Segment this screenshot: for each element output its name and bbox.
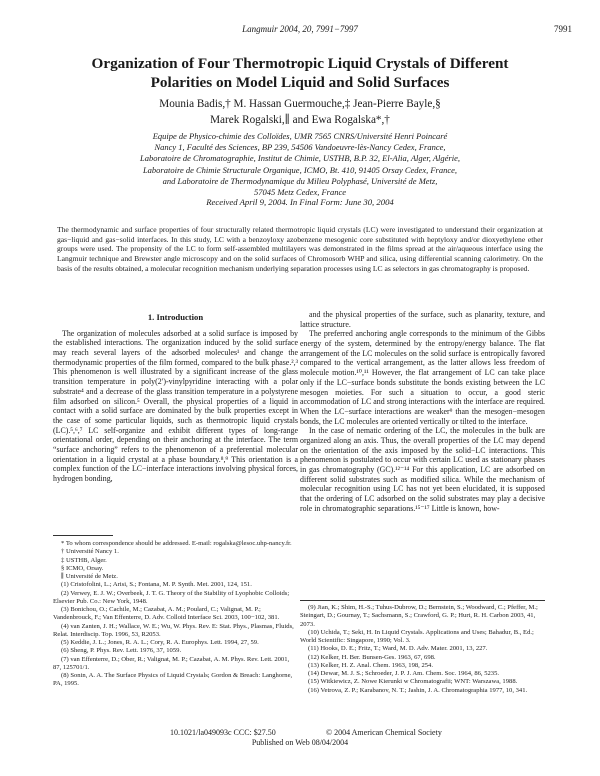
page-number: 7991 xyxy=(554,24,572,34)
author-line: Marek Rogalski,∥ and Ewa Rogalska*,† xyxy=(210,114,390,126)
reference: (10) Uchida, T.; Seki, H. In Liquid Crystals. Applications and Uses; Bahadur, B., Ed.; World Scientific: Singapore, 1990; Vol. 3. xyxy=(300,628,534,644)
body-paragraph: and the physical properties of the surface, such as planarity, texture, and lattice structure. xyxy=(300,310,545,329)
affiliation-line: Laboratoire de Chromatographie, Institut de Chimie, USTHB, B.P. 32, El-Alia, Alger, Algérie, xyxy=(140,153,460,164)
reference: (14) Dewar, M. J. S.; Schroeder, J. P. J. Am. Chem. Soc. 1964, 86, 5235. xyxy=(308,670,500,677)
affiliation-line: Laboratoire de Chimie Structurale Organique, ICMO, Bt. 410, 91405 Orsay Cedex, France, xyxy=(142,164,458,175)
body-paragraph: The preferred anchoring angle corresponds to the minimum of the Gibbs energy of the system, determined by the entropy/energy balance. The flat arrangement of the LC molecules on the solid surface is entropically favored compared to the vertical arrangement, as the latter allows less freedom of molecule motion.¹⁰,¹¹ However, the flat arrangement of LC can take place only if the LC−surface bonds substitute the bonds existing between the LC mesogen moieties. For such a situation to occur, a good steric accommodation of LC and strong interactions with the interface are required. When the LC−surface interactions are weaker⁹ than the mesogen−mesogen bonds, the LC molecules are oriented vertically or tilted to the interface. xyxy=(300,329,545,426)
reference: (16) Vetrova, Z. P.; Karabanov, N. T.; Jashin, J. A. Chromatographia 1977, 10, 341. xyxy=(308,686,528,694)
author-list xyxy=(40,96,560,128)
footnote-divider xyxy=(53,535,113,536)
author-line: Mounia Badis,† M. Hassan Guermouche,‡ Jean-Pierre Bayle,§ xyxy=(159,98,441,110)
body-paragraph: In the case of nematic ordering of the LC, the molecules in the bulk are organized along an axis. Thus, the overall properties of the LC may depend on the orientation of the axis imposed by the solid−LC interactions. This phenomenon is postulated to occur with certain LC used as stationary phases in gas chromatography (GC).¹²⁻¹⁴ For this application, LC are adsorbed on different solid substrates such as modified silica. While the mechanism of molecular recognition using LC has not yet been elucidated, it is supposed that the ordering of LC adsorbed on the solid substrates may play a decisive role in chromatographic separations.¹⁵⁻¹⁷ Little is known, how- xyxy=(300,426,545,513)
doi-line: 10.1021/la049093c CCC: $27.50 xyxy=(170,728,276,737)
reference: (5) Keddie, J. L.; Jones, R. A. L.; Cory, R. A. Europhys. Lett. 1994, 27, 59. xyxy=(61,639,259,646)
footnote: † Université Nancy 1. xyxy=(61,548,119,556)
affiliation-line: Equipe de Physico-chimie des Colloïdes, UMR 7565 CNRS/Université Henri Poincaré xyxy=(152,131,448,141)
body-paragraph: The organization of molecules adsorbed at a solid surface is imposed by the established interactions. The organization induced by the solid surface may reach several layers of the adsorbed molecules¹ and change the thermodynamic properties of the film formed, compared to the bulk phase.²,³ This phenomenon is well illustrated by a significant increase of the glass transition temperature in poly(2′)-vinylpyridine interacting with a polar substrate⁴ and a decrease of the glass transition temperature in a polystyrene film adsorbed on silicon.⁵ Overall, the physical properties of a liquid in contact with a solid surface are dominated by the bulk properties except in the case of some particular liquids, such as thermotropic liquid crystals (LC).⁵,⁶,⁷ LC self-organize and exhibit different types of long-range orientational order, depending on their anchoring at the interface. The term “surface anchoring” refers to the phenomenon of a preferential molecular orientation in a liquid crystal at a phase boundary.⁸,⁹ This orientation is a complex function of the LC−interface interactions involving physical forces, hydrogen bonding, xyxy=(53,328,298,483)
reference: (1) Cristofolini, L.; Arisi, S.; Fontana, M. P. Synth. Met. 2001, 124, 151. xyxy=(61,581,252,589)
reference: (7) van Effenterre, D.; Ober, R.; Valignat, M. P.; Cazabat, A. M. Phys. Rev. Lett. 2001, 87, 125701/1. xyxy=(53,655,290,671)
reference: (2) Verwey, E. J. W.; Overbeek, J. T. G. Theory of the Stability of Lyophobic Colloids; Elsevier Pub. Co.: New York, 1948. xyxy=(53,589,290,605)
running-header xyxy=(0,24,600,38)
footnotes-left xyxy=(53,540,298,689)
reference: (11) Hooks, D. E.; Fritz, T.; Ward, M. D. Adv. Mater. 2001, 13, 227. xyxy=(308,645,488,653)
section-heading: 1. Introduction xyxy=(147,312,204,322)
right-column xyxy=(300,310,545,513)
reference: (9) Jian, K.; Shim, H.-S.; Tuhus-Dubrow, D.; Bernstein, S.; Woodward, C.; Pfeffer, M.; Steingart, D.; Gournay, T.; Sachsmann, S.; Crawford, G. P.; Hurt, R. H. Carbon 2003, 41, 2073. xyxy=(300,604,538,628)
reference: (3) Bonichou, O.; Cachile, M.; Cazabat, A. M.; Poulard, C.; Valignat, M. P.; Vandenbrouck, F.; Van Effenterre, D. Adv. Colloid Interface Sci. 2003, 100−102, 381. xyxy=(53,606,280,622)
footnote: ∥ Université de Metz. xyxy=(61,573,118,580)
footnotes-right xyxy=(300,604,545,695)
footnote: § ICMO, Orsay. xyxy=(61,564,104,572)
publication-date: Published on Web 08/04/2004 xyxy=(251,738,349,747)
footnote: ‡ USTHB, Alger. xyxy=(61,556,107,564)
reference: (12) Kelker, H. Ber. Bunsen-Ges. 1963, 67, 698. xyxy=(308,653,436,661)
affiliation-line: and Laboratoire de Thermodynamique du Milieu Polyphasé, Université de Metz, xyxy=(162,175,438,186)
reference: (6) Sheng, P. Phys. Rev. Lett. 1976, 37, 1059. xyxy=(61,647,182,655)
reference: (8) Sonin, A. A. The Surface Physics of Liquid Crystals; Gordon & Breach: Langhorne, PA, 1995. xyxy=(53,672,293,688)
affiliation-line: Nancy 1, Faculté des Sciences, BP 239, 54506 Vandoeuvre-lès-Nancy Cedex, France, xyxy=(154,142,446,153)
reference: (15) Witkiewicz, Z. Nowe Kierunki w Chromatografii; WNT: Warszawa, 1988. xyxy=(308,678,518,686)
reference: (4) van Zanten, J. H.; Wallace, W. E.; Wu, W. Phys. Rev. E: Stat. Phys., Plasmas, Fluids, Relat. Interdiscip. Top. 1996, 53, R2053. xyxy=(53,622,294,638)
reference: (13) Kelker, H. Z. Anal. Chem. 1963, 198, 254. xyxy=(308,661,433,669)
footnote-divider-right xyxy=(300,600,545,601)
abstract: The thermodynamic and surface properties of four structurally related thermotropic liquid crystals (LC) were investigated to understand their organization at gas−liquid and gas−solid interfaces. In this study, LC with a benzoyloxy azobenzene mesogenic core substituted with heptyloxy and/or dioxyethylene ether groups were used. The propensity of the LC to form self-assembled multilayers was demonstrated in the films spread at the air/aqueous interface using the Langmuir technique and Brewster angle microscopy and on the solid surfaces of Chromosorb WHP and silica, using differential scanning calorimetry. On the basis of the results obtained, a molecular recognition mechanism underlying separation processes using LC as selectors in gas chromatography is proposed. xyxy=(57,225,543,273)
received-dates: Received April 9, 2004. In Final Form: June 30, 2004 xyxy=(206,197,394,207)
journal-citation: Langmuir 2004, 20, 7991−7997 xyxy=(242,24,358,34)
left-column xyxy=(53,310,298,484)
footnote: * To whom correspondence should be addressed. E-mail: rogalska@lesoc.uhp-nancy.fr. xyxy=(61,540,292,547)
affiliations xyxy=(30,131,570,198)
copyright-line: © 2004 American Chemical Society xyxy=(326,728,442,737)
affiliation-line: 57045 Metz Cedex, France xyxy=(253,187,347,198)
article-title: Organization of Four Thermotropic Liquid Crystals of Different Polarities on Model Liquid and Solid Surfaces xyxy=(91,55,509,91)
